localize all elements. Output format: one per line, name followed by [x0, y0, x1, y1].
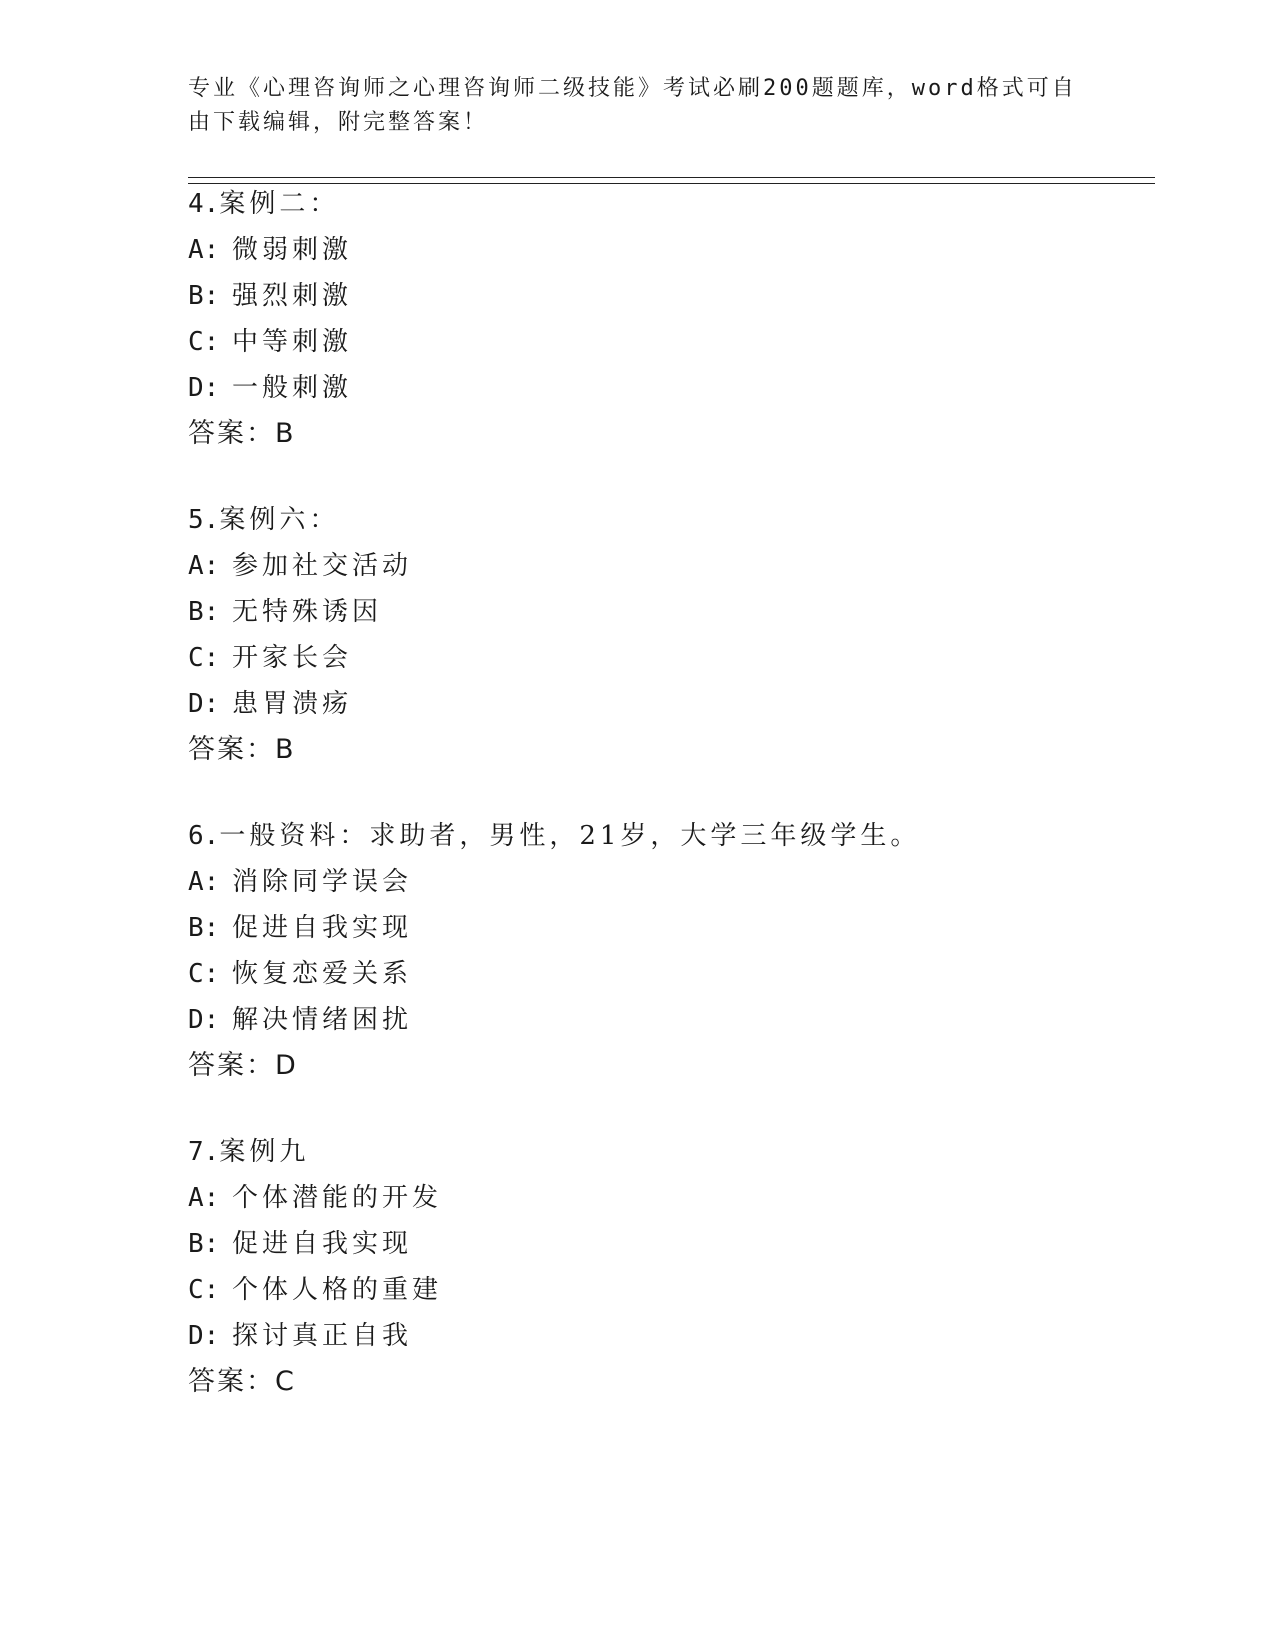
option-text: 无特殊诱因 [232, 597, 383, 627]
answer-label: 答案： [188, 418, 275, 449]
option-a [188, 1175, 1138, 1221]
option-letter: D: [188, 689, 220, 719]
question-number: 6. [188, 821, 220, 851]
option-letter: C: [188, 643, 220, 673]
question-text: 案例二： [219, 189, 340, 219]
option-text: 参加社交活动 [232, 551, 413, 581]
option-a [188, 543, 1138, 589]
option-c [188, 635, 1138, 681]
question-stem [188, 497, 1138, 543]
option-b [188, 273, 1138, 319]
option-letter: A: [188, 867, 220, 897]
option-text: 一般刺激 [232, 373, 353, 403]
answer-label: 答案： [188, 734, 275, 765]
option-text: 中等刺激 [232, 327, 353, 357]
question-block [188, 813, 1138, 1089]
option-letter: A: [188, 1183, 220, 1213]
header-line-1: 专业《心理咨询师之心理咨询师二级技能》考试必刷200题题库，word格式可自 [188, 76, 1077, 101]
question-number: 4. [188, 189, 220, 219]
option-text: 个体潜能的开发 [232, 1183, 443, 1213]
answer-label: 答案： [188, 1366, 275, 1397]
option-d [188, 681, 1138, 727]
option-c [188, 1267, 1138, 1313]
answer-value: D [275, 1050, 298, 1081]
option-text: 个体人格的重建 [232, 1275, 443, 1305]
option-c [188, 319, 1138, 365]
option-letter: B: [188, 913, 220, 943]
option-text: 强烈刺激 [232, 281, 353, 311]
answer-line [188, 727, 1138, 773]
option-d [188, 365, 1138, 411]
answer-value: B [275, 418, 296, 449]
option-letter: D: [188, 1005, 220, 1035]
answer-label: 答案： [188, 1050, 275, 1081]
header-line-2: 由下载编辑，附完整答案！ [188, 110, 489, 135]
question-block [188, 1129, 1138, 1405]
option-d [188, 997, 1138, 1043]
question-number: 5. [188, 505, 220, 535]
option-letter: C: [188, 1275, 220, 1305]
document-header [188, 72, 1088, 140]
option-letter: D: [188, 1321, 220, 1351]
option-text: 开家长会 [232, 643, 353, 673]
answer-line [188, 411, 1138, 457]
option-text: 解决情绪困扰 [232, 1005, 413, 1035]
question-stem [188, 181, 1138, 227]
option-letter: C: [188, 327, 220, 357]
option-text: 患胃溃疡 [232, 689, 353, 719]
option-text: 微弱刺激 [232, 235, 353, 265]
option-text: 促进自我实现 [232, 913, 413, 943]
answer-value: C [275, 1366, 296, 1397]
option-d [188, 1313, 1138, 1359]
answer-value: B [275, 734, 296, 765]
question-text: 案例六： [219, 505, 340, 535]
option-a [188, 859, 1138, 905]
option-a [188, 227, 1138, 273]
question-number: 7. [188, 1137, 220, 1167]
option-letter: D: [188, 373, 220, 403]
option-b [188, 1221, 1138, 1267]
option-b [188, 589, 1138, 635]
option-b [188, 905, 1138, 951]
question-block [188, 181, 1138, 457]
answer-line [188, 1359, 1138, 1405]
option-letter: B: [188, 281, 220, 311]
option-letter: A: [188, 551, 220, 581]
question-text: 一般资料：求助者，男性，21岁，大学三年级学生。 [219, 821, 921, 851]
question-stem [188, 1129, 1138, 1175]
question-stem [188, 813, 1138, 859]
option-letter: B: [188, 1229, 220, 1259]
option-text: 恢复恋爱关系 [232, 959, 413, 989]
question-text: 案例九 [219, 1137, 310, 1167]
answer-line [188, 1043, 1138, 1089]
option-text: 促进自我实现 [232, 1229, 413, 1259]
option-letter: C: [188, 959, 220, 989]
option-text: 消除同学误会 [232, 867, 413, 897]
header-rule-top [188, 177, 1155, 178]
option-text: 探讨真正自我 [232, 1321, 413, 1351]
option-letter: A: [188, 235, 220, 265]
option-letter: B: [188, 597, 220, 627]
option-c [188, 951, 1138, 997]
question-block [188, 497, 1138, 773]
